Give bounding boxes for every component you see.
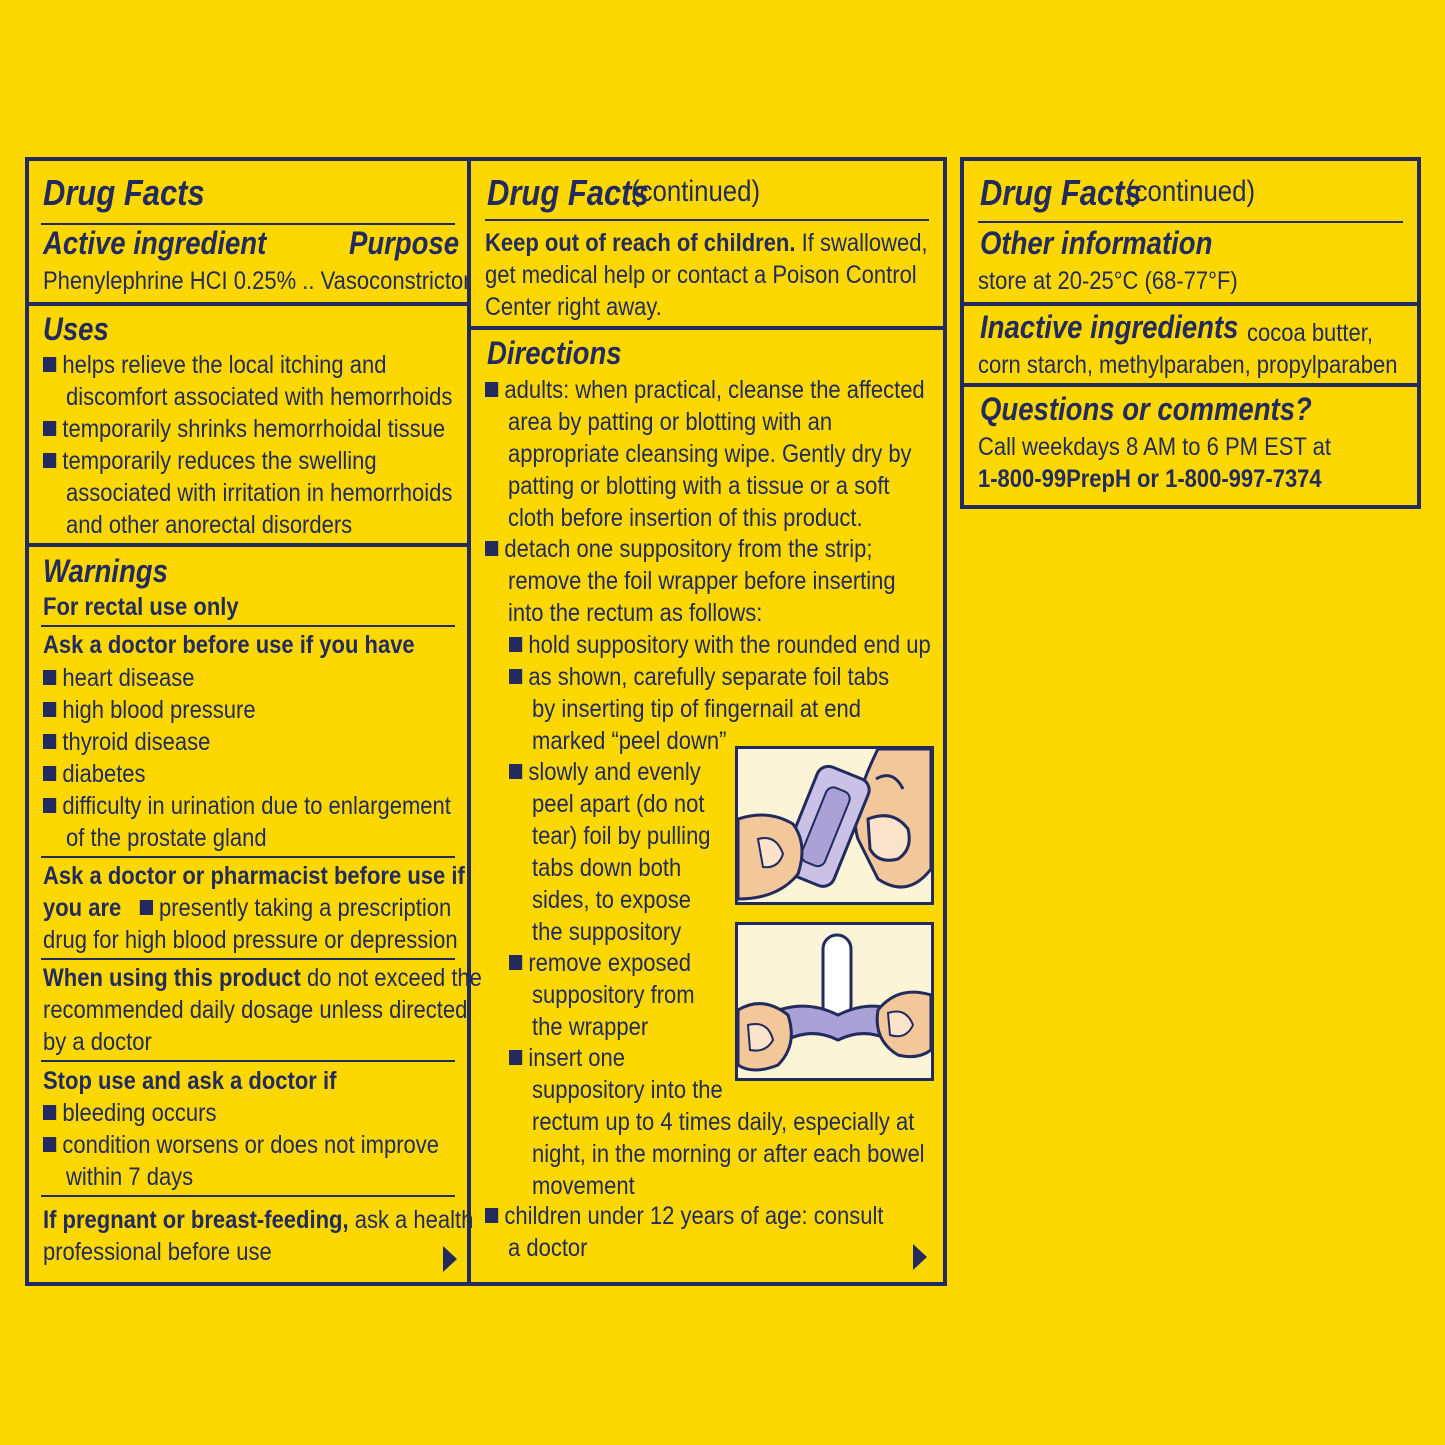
list-item: detach one suppository from the strip;	[485, 537, 872, 562]
list-item: area by patting or blotting with an	[508, 408, 833, 436]
section-divider	[964, 383, 1417, 387]
keep-out-line: get medical help or contact a Poison Control	[485, 261, 917, 289]
list-item: children under 12 years of age: consult	[485, 1204, 883, 1229]
list-item: cloth before insertion of this product.	[508, 504, 863, 532]
bullet-square-icon	[509, 955, 522, 970]
list-item: helps relieve the local itching and	[43, 353, 386, 378]
exposed-suppository-illustration	[735, 922, 934, 1081]
panel-title: Drug Facts	[43, 172, 205, 213]
list-item: and other anorectal disorders	[66, 511, 353, 539]
list-item: discomfort associated with hemorrhoids	[66, 383, 453, 411]
list-item: hold suppository with the rounded end up	[509, 633, 931, 658]
list-item: condition worsens or does not improve	[43, 1133, 439, 1158]
peel-foil-illustration	[735, 746, 934, 905]
when-using-line: by a doctor	[43, 1028, 152, 1056]
continue-arrow-icon	[443, 1246, 457, 1272]
list-item: peel apart (do not	[532, 790, 705, 818]
section-divider	[29, 543, 467, 547]
list-item: suppository into the	[532, 1076, 723, 1104]
inactive-text: corn starch, methylparaben, propylparaben	[978, 351, 1398, 379]
pregnant-line: If pregnant or breast-feeding, ask a health	[43, 1206, 474, 1234]
drug-facts-panel-2	[467, 157, 947, 1286]
list-item: thyroid disease	[43, 730, 210, 755]
when-using-line: recommended daily dosage unless directed	[43, 996, 468, 1024]
continue-arrow-icon	[913, 1244, 927, 1270]
bullet-square-icon	[509, 669, 522, 684]
section-divider	[471, 326, 943, 330]
list-item: movement	[532, 1172, 635, 1200]
list-item: marked “peel down”	[532, 727, 727, 755]
inactive-ingredients-heading: Inactive ingredients	[980, 309, 1239, 345]
bullet-square-icon	[43, 1105, 56, 1120]
list-item: diabetes	[43, 762, 146, 787]
directions-heading: Directions	[487, 335, 622, 371]
list-item: remove exposed	[509, 951, 691, 976]
divider	[978, 221, 1403, 223]
list-item: adults: when practical, cleanse the affected	[485, 378, 925, 403]
continued-label: (continued)	[1126, 175, 1256, 208]
section-divider	[29, 302, 467, 306]
bullet-square-icon	[140, 900, 153, 915]
bullet-square-icon	[43, 357, 56, 372]
when-using-line: When using this product do not exceed the	[43, 964, 482, 992]
list-item: tabs down both	[532, 854, 682, 882]
keep-out-line: Center right away.	[485, 293, 662, 321]
bullet-square-icon	[43, 734, 56, 749]
panel-title: Drug Facts	[980, 172, 1142, 213]
uses-heading: Uses	[43, 311, 109, 347]
divider	[41, 1060, 455, 1062]
bullet-square-icon	[485, 382, 498, 397]
storage-text: store at 20-25°C (68-77°F)	[978, 267, 1238, 295]
bullet-square-icon	[43, 766, 56, 781]
bullet-square-icon	[43, 798, 56, 813]
questions-text: Call weekdays 8 AM to 6 PM EST at	[978, 433, 1331, 461]
bullet-square-icon	[43, 453, 56, 468]
list-item: associated with irritation in hemorrhoids	[66, 479, 453, 507]
section-divider	[964, 302, 1417, 306]
list-item: insert one	[509, 1046, 625, 1071]
bullet-square-icon	[509, 637, 522, 652]
list-item: tear) foil by pulling	[532, 822, 711, 850]
purpose-heading: Purpose	[349, 225, 460, 261]
list-item: rectum up to 4 times daily, especially at	[532, 1108, 915, 1136]
ask-pharmacist-line: drug for high blood pressure or depression	[43, 926, 458, 954]
list-item: bleeding occurs	[43, 1101, 216, 1126]
divider	[41, 958, 455, 960]
list-item: slowly and evenly	[509, 760, 701, 785]
bullet-square-icon	[485, 1208, 498, 1223]
list-item: the wrapper	[532, 1013, 649, 1041]
phone-numbers: 1-800-99PrepH or 1-800-997-7374	[978, 465, 1322, 493]
bullet-square-icon	[509, 1050, 522, 1065]
list-item: a doctor	[508, 1234, 588, 1262]
list-item: of the prostate gland	[66, 824, 267, 852]
rectal-use-label: For rectal use only	[43, 593, 239, 621]
warnings-heading: Warnings	[43, 553, 168, 589]
list-item: suppository from	[532, 981, 695, 1009]
inactive-line	[980, 311, 1281, 343]
list-item: high blood pressure	[43, 698, 256, 723]
list-item: remove the foil wrapper before inserting	[508, 567, 896, 595]
list-item: appropriate cleansing wipe. Gently dry by	[508, 440, 912, 468]
list-item: within 7 days	[66, 1163, 194, 1191]
keep-out-line: Keep out of reach of children. If swallowed,	[485, 229, 928, 257]
drug-facts-panel-3	[960, 157, 1421, 509]
ask-pharmacist-line: you are presently taking a prescription	[43, 894, 452, 922]
bullet-square-icon	[509, 764, 522, 779]
active-ingredient-heading: Active ingredient	[43, 225, 267, 261]
bullet-square-icon	[485, 541, 498, 556]
list-item: patting or blotting with a tissue or a soft	[508, 472, 890, 500]
divider	[41, 625, 455, 627]
bullet-square-icon	[43, 670, 56, 685]
pregnant-line: professional before use	[43, 1238, 272, 1266]
divider	[485, 219, 929, 221]
drug-facts-panel-1	[25, 157, 482, 1286]
ask-doctor-heading: Ask a doctor before use if you have	[43, 631, 415, 659]
list-item: as shown, carefully separate foil tabs	[509, 665, 889, 690]
divider	[41, 1195, 455, 1197]
bullet-square-icon	[43, 421, 56, 436]
stop-use-heading: Stop use and ask a doctor if	[43, 1067, 337, 1095]
panel-title: Drug Facts	[487, 172, 649, 213]
list-item: temporarily reduces the swelling	[43, 449, 377, 474]
bullet-square-icon	[43, 702, 56, 717]
divider	[41, 856, 455, 858]
list-item: sides, to expose	[532, 886, 691, 914]
list-item: heart disease	[43, 666, 194, 691]
bullet-square-icon	[43, 1137, 56, 1152]
list-item: temporarily shrinks hemorrhoidal tissue	[43, 417, 445, 442]
list-item: into the rectum as follows:	[508, 599, 763, 627]
list-item: night, in the morning or after each bowel	[532, 1140, 925, 1168]
inactive-text: cocoa butter,	[1247, 319, 1373, 347]
ask-pharmacist-heading: Ask a doctor or pharmacist before use if	[43, 862, 465, 890]
list-item: by inserting tip of fingernail at end	[532, 695, 861, 723]
other-information-heading: Other information	[980, 225, 1213, 261]
list-item: the suppository	[532, 918, 682, 946]
questions-heading: Questions or comments?	[980, 391, 1312, 427]
list-item: difficulty in urination due to enlargement	[43, 794, 451, 819]
active-ingredient-line: Phenylephrine HCI 0.25% .. Vasoconstrictor	[43, 267, 471, 295]
continued-label: (continued)	[631, 175, 761, 208]
